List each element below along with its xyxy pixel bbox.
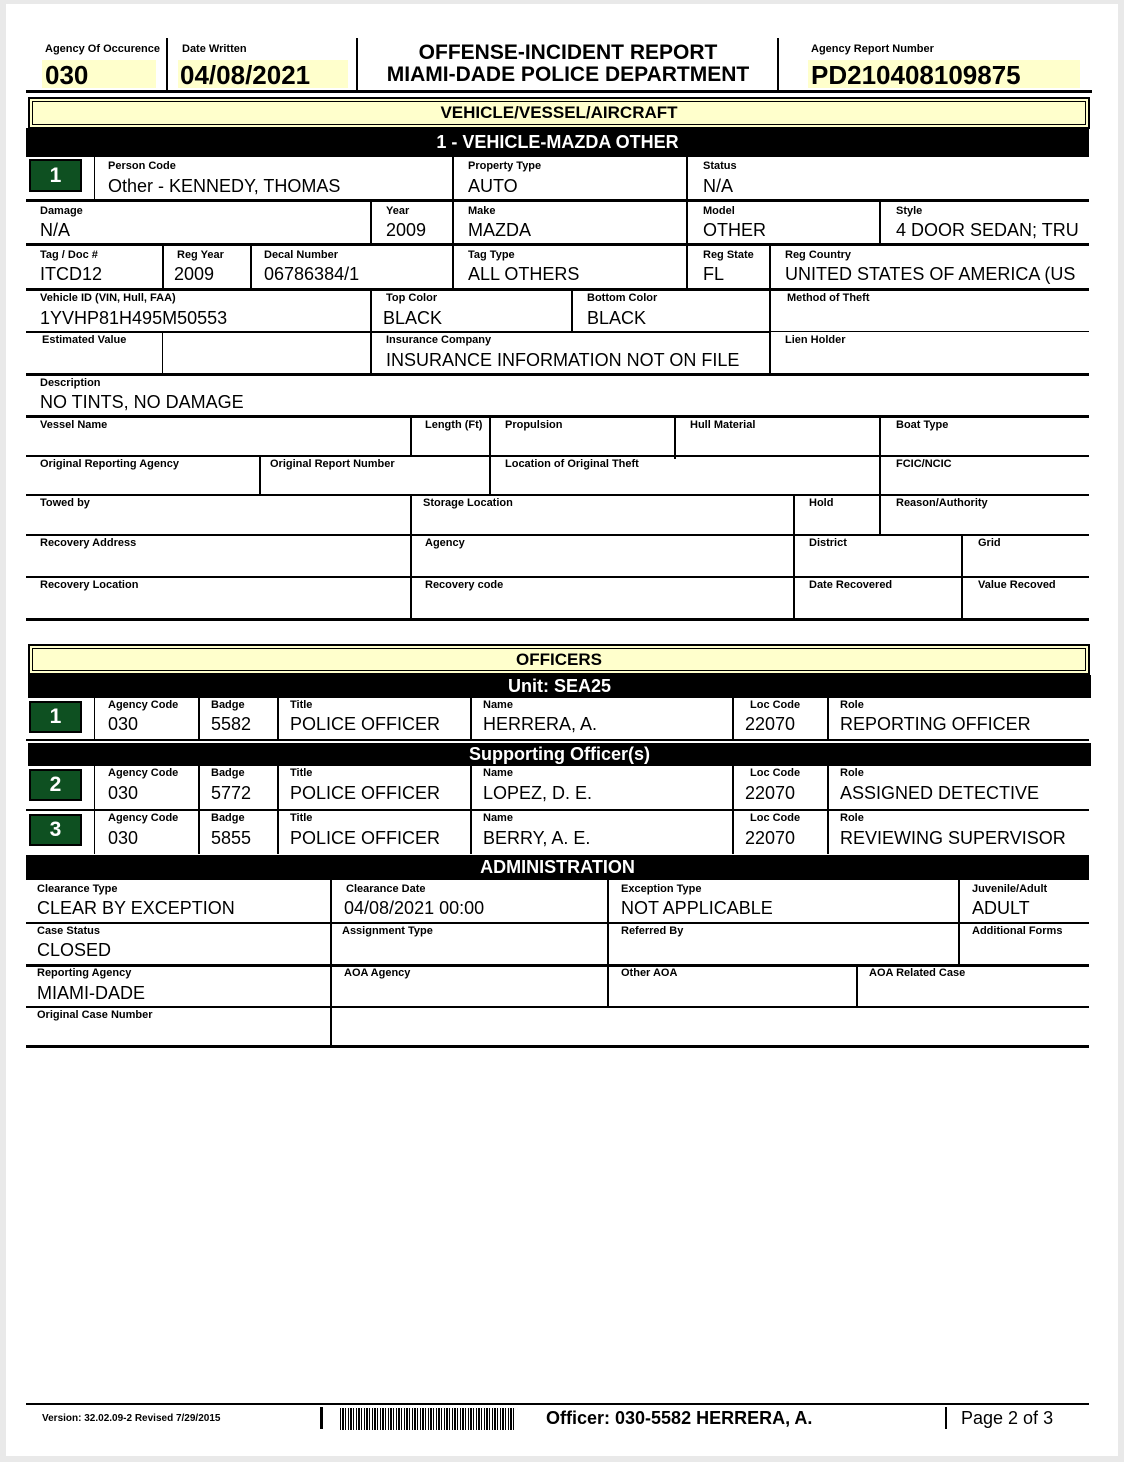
hull-material-label: Hull Material xyxy=(690,419,756,431)
make-value: MAZDA xyxy=(468,220,531,240)
officer-1-name: HERRERA, A. xyxy=(483,714,598,734)
decal-value: 06786384/1 xyxy=(264,264,360,284)
officer-2-agency-code: 030 xyxy=(108,783,139,803)
reg-year-value: 2009 xyxy=(174,264,215,284)
agency-value: 030 xyxy=(45,60,89,90)
clearance-type-value: CLEAR BY EXCEPTION xyxy=(37,898,235,918)
report-number-value: PD210408109875 xyxy=(811,60,1021,90)
reporting-agency-label: Reporting Agency xyxy=(37,967,132,979)
officer-1-role: REPORTING OFFICER xyxy=(840,714,1031,734)
original-case-number-label: Original Case Number xyxy=(37,1009,153,1021)
clearance-date-value: 04/08/2021 00:00 xyxy=(344,898,485,918)
model-label: Model xyxy=(703,205,735,217)
date-written-value: 04/08/2021 xyxy=(180,60,311,90)
recovery-location-label: Recovery Location xyxy=(40,579,139,591)
model-value: OTHER xyxy=(703,220,766,240)
person-code-label: Person Code xyxy=(108,160,176,172)
officer-1-loc-code-label: Loc Code xyxy=(750,699,801,711)
damage-value: N/A xyxy=(40,220,71,240)
report-title: OFFENSE-INCIDENT REPORT xyxy=(418,41,718,64)
officer-3-agency-code: 030 xyxy=(108,828,139,848)
agency-label: Agency Of Occurence xyxy=(45,43,160,55)
aoa-related-case-label: AOA Related Case xyxy=(869,967,966,979)
officer-3-badge-number: 3 xyxy=(29,814,82,846)
officer-3-name: BERRY, A. E. xyxy=(483,828,591,848)
theft-method-label: Method of Theft xyxy=(787,292,870,304)
officer-2-loc-code-label: Loc Code xyxy=(750,767,801,779)
exception-type-value: NOT APPLICABLE xyxy=(621,898,773,918)
other-aoa-label: Other AOA xyxy=(621,967,678,979)
vin-label: Vehicle ID (VIN, Hull, FAA) xyxy=(40,292,176,304)
vin-value: 1YVHP81H495M50553 xyxy=(40,308,228,328)
reason-authority-label: Reason/Authority xyxy=(896,497,988,509)
district-label: District xyxy=(809,537,847,549)
officer-3-loc-code: 22070 xyxy=(745,828,796,848)
description-value: NO TINTS, NO DAMAGE xyxy=(40,392,244,412)
officer-2-role: ASSIGNED DETECTIVE xyxy=(840,783,1040,803)
top-color-label: Top Color xyxy=(386,292,438,304)
year-label: Year xyxy=(386,205,410,217)
grid-label: Grid xyxy=(978,537,1001,549)
reporting-agency-value: MIAMI-DADE xyxy=(37,983,145,1003)
officer-3-role-label: Role xyxy=(840,812,864,824)
officer-3-role: REVIEWING SUPERVISOR xyxy=(840,828,1066,848)
reg-year-label: Reg Year xyxy=(177,249,224,261)
report-number-label: Agency Report Number xyxy=(811,43,934,55)
officer-2-title-label: Title xyxy=(290,767,313,779)
reg-country-value: UNITED STATES OF AMERICA (US xyxy=(785,264,1076,284)
clearance-date-label: Clearance Date xyxy=(346,883,426,895)
date-recovered-label: Date Recovered xyxy=(809,579,893,591)
tag-type-label: Tag Type xyxy=(468,249,515,261)
unit-header: Unit: SEA25 xyxy=(28,675,1091,698)
assignment-type-label: Assignment Type xyxy=(342,925,433,937)
reg-state-value: FL xyxy=(703,264,725,284)
tag-label: Tag / Doc # xyxy=(40,249,98,261)
officer-1-badge-label: Badge xyxy=(211,699,245,711)
make-label: Make xyxy=(468,205,496,217)
vehicle-subtitle: 1 - VEHICLE-MAZDA OTHER xyxy=(26,128,1089,157)
damage-label: Damage xyxy=(40,205,83,217)
style-value: 4 DOOR SEDAN; TRU xyxy=(896,220,1079,240)
vessel-name-label: Vessel Name xyxy=(40,419,108,431)
status-value: N/A xyxy=(703,176,734,196)
exception-type-label: Exception Type xyxy=(621,883,702,895)
property-type-label: Property Type xyxy=(468,160,542,172)
officer-2-badge: 5772 xyxy=(211,783,252,803)
towed-by-label: Towed by xyxy=(40,497,90,509)
juvenile-adult-value: ADULT xyxy=(972,898,1030,918)
description-label: Description xyxy=(40,377,101,389)
year-value: 2009 xyxy=(386,220,427,240)
hold-label: Hold xyxy=(809,497,834,509)
orig-report-label: Original Report Number xyxy=(270,458,395,470)
officer-3-badge: 5855 xyxy=(211,828,252,848)
property-type-value: AUTO xyxy=(468,176,518,196)
orig-theft-location-label: Location of Original Theft xyxy=(505,458,639,470)
vehicle-number-badge: 1 xyxy=(29,159,82,192)
recovery-address-label: Recovery Address xyxy=(40,537,137,549)
propulsion-label: Propulsion xyxy=(505,419,563,431)
officer-2-loc-code: 22070 xyxy=(745,783,796,803)
case-status-label: Case Status xyxy=(37,925,100,937)
officer-2-badge-number: 2 xyxy=(29,769,82,801)
storage-location-label: Storage Location xyxy=(423,497,513,509)
case-status-value: CLOSED xyxy=(37,940,112,960)
decal-label: Decal Number xyxy=(264,249,338,261)
officer-1-role-label: Role xyxy=(840,699,864,711)
officer-1-loc-code: 22070 xyxy=(745,714,796,734)
officer-1-title-label: Title xyxy=(290,699,313,711)
tag-type-value: ALL OTHERS xyxy=(468,264,580,284)
officer-2-badge-label: Badge xyxy=(211,767,245,779)
reg-country-label: Reg Country xyxy=(785,249,851,261)
officer-3-title: POLICE OFFICER xyxy=(290,828,441,848)
officer-3-title-label: Title xyxy=(290,812,313,824)
vehicle-section-title: VEHICLE/VESSEL/AIRCRAFT xyxy=(28,97,1090,129)
officer-3-agency-code-label: Agency Code xyxy=(108,812,179,824)
footer-officer: Officer: 030-5582 HERRERA, A. xyxy=(546,1408,813,1428)
date-written-label: Date Written xyxy=(182,43,247,55)
officer-2-name-label: Name xyxy=(483,767,513,779)
officer-2-name: LOPEZ, D. E. xyxy=(483,783,593,803)
length-label: Length (Ft) xyxy=(425,419,483,431)
tag-value: ITCD12 xyxy=(40,264,103,284)
reg-state-label: Reg State xyxy=(703,249,754,261)
recovery-agency-label: Agency xyxy=(425,537,465,549)
aoa-agency-label: AOA Agency xyxy=(344,967,411,979)
officer-1-badge-number: 1 xyxy=(29,701,82,733)
bottom-color-value: BLACK xyxy=(587,308,647,328)
referred-by-label: Referred By xyxy=(621,925,684,937)
lien-holder-label: Lien Holder xyxy=(785,334,846,346)
administration-header: ADMINISTRATION xyxy=(26,855,1089,880)
officer-2-title: POLICE OFFICER xyxy=(290,783,441,803)
boat-type-label: Boat Type xyxy=(896,419,949,431)
clearance-type-label: Clearance Type xyxy=(37,883,118,895)
officer-3-badge-label: Badge xyxy=(211,812,245,824)
orig-agency-label: Original Reporting Agency xyxy=(40,458,179,470)
officer-1-badge: 5582 xyxy=(211,714,252,734)
additional-forms-label: Additional Forms xyxy=(972,925,1063,937)
status-label: Status xyxy=(703,160,737,172)
officer-2-role-label: Role xyxy=(840,767,864,779)
barcode-image xyxy=(340,1408,514,1430)
value-recovered-label: Value Recoved xyxy=(978,579,1056,591)
officer-2-agency-code-label: Agency Code xyxy=(108,767,179,779)
officer-3-name-label: Name xyxy=(483,812,513,824)
page-number: Page 2 of 3 xyxy=(961,1408,1054,1428)
bottom-color-label: Bottom Color xyxy=(587,292,658,304)
officers-section-title: OFFICERS xyxy=(28,644,1090,675)
juvenile-adult-label: Juvenile/Adult xyxy=(972,883,1048,895)
insurance-value: INSURANCE INFORMATION NOT ON FILE xyxy=(386,350,740,370)
person-code-value: Other - KENNEDY, THOMAS xyxy=(108,176,341,196)
style-label: Style xyxy=(896,205,923,217)
insurance-label: Insurance Company xyxy=(386,334,492,346)
officer-1-name-label: Name xyxy=(483,699,513,711)
top-color-value: BLACK xyxy=(383,308,443,328)
officer-3-loc-code-label: Loc Code xyxy=(750,812,801,824)
fcic-label: FCIC/NCIC xyxy=(896,458,952,470)
department-title: MIAMI-DADE POLICE DEPARTMENT xyxy=(386,63,750,86)
supporting-officers-header: Supporting Officer(s) xyxy=(28,743,1091,766)
officer-1-agency-code: 030 xyxy=(108,714,139,734)
officer-1-agency-code-label: Agency Code xyxy=(108,699,179,711)
officer-1-title: POLICE OFFICER xyxy=(290,714,441,734)
est-value-label: Estimated Value xyxy=(42,334,127,346)
version-text: Version: 32.02.09-2 Revised 7/29/2015 xyxy=(42,1413,221,1424)
recovery-code-label: Recovery code xyxy=(425,579,504,591)
